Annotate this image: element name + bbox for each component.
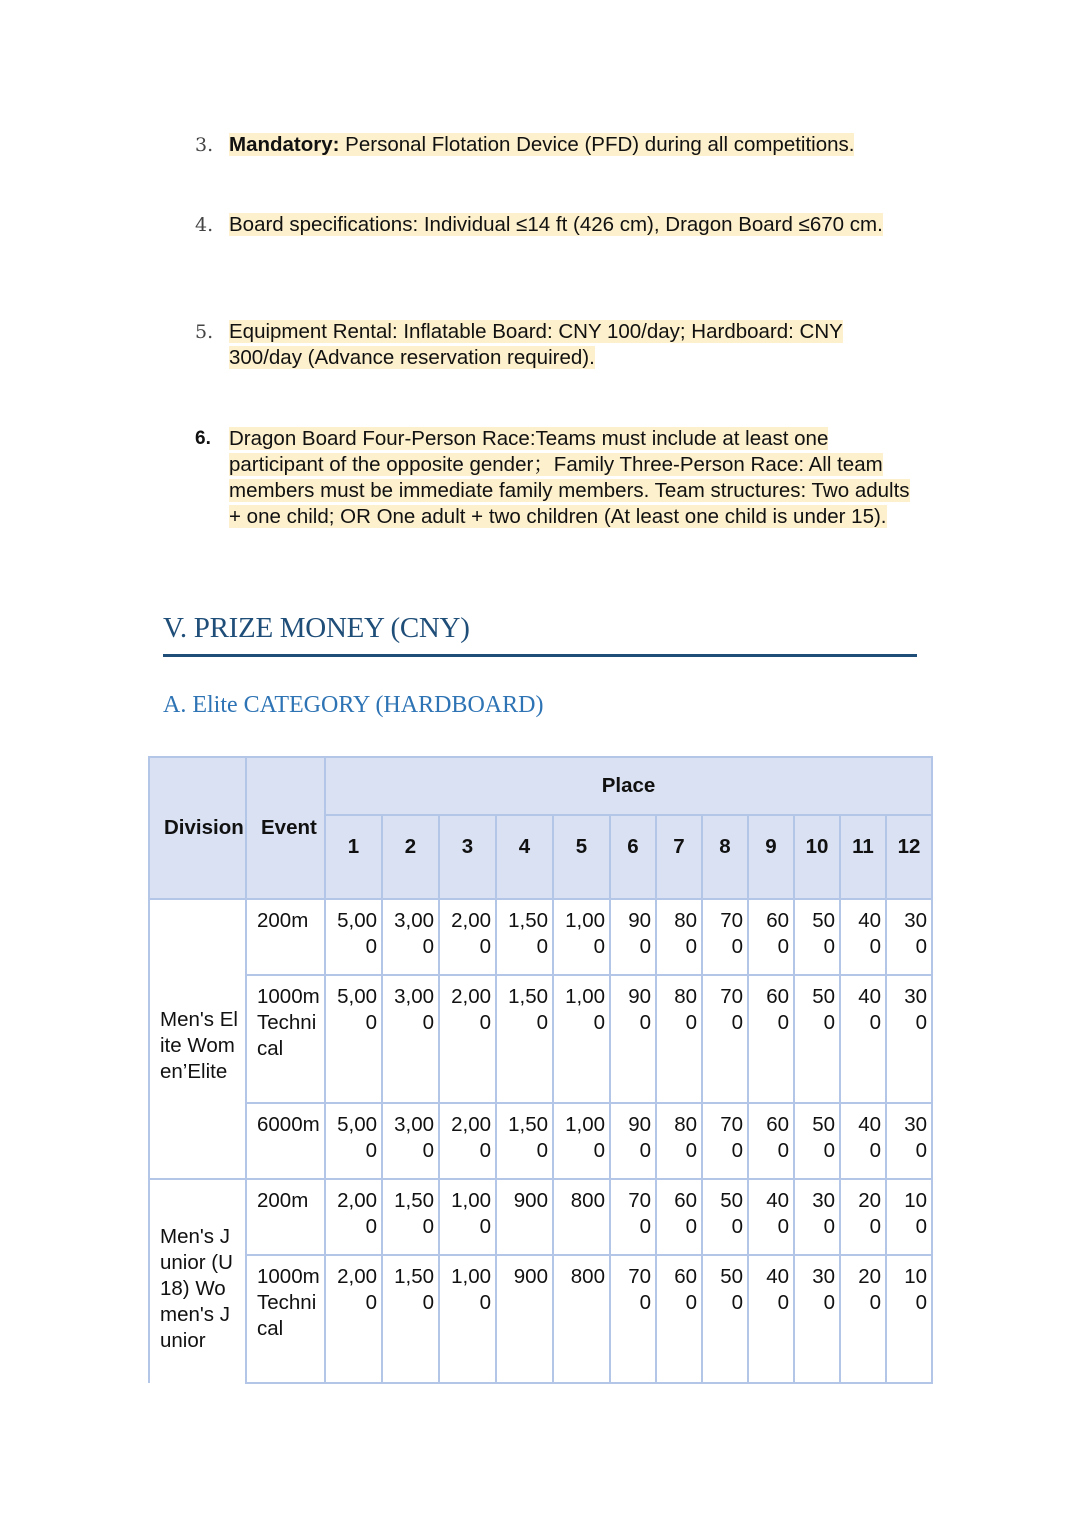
section-divider [163,654,917,657]
prize-amount-cell: 2,000 [325,1255,382,1383]
prize-amount-cell: 400 [840,899,886,975]
prize-amount-cell: 800 [656,1103,702,1179]
prize-amount-cell: 1,500 [496,1103,553,1179]
table-row [149,899,932,975]
place-number: 4 [496,815,553,899]
place-number: 10 [794,815,840,899]
prize-amount-cell: 700 [702,975,748,1103]
prize-amount-cell: 800 [656,975,702,1103]
division-cell: Men's Junior (U18) Women's Junior [149,1179,246,1383]
list-text: Dragon Board Four-Person Race:Teams must include at least one participant of the opposite gender；Family Three-Person Race: All team members must be immediate family members. Team structures: Two adults + one child; OR One adult + two children (At least one child is under 15). [229,427,910,528]
list-item-5 [195,319,895,371]
list-text: Personal Flotation Device (PFD) during all competitions. [339,133,855,156]
prize-amount-cell: 1,000 [439,1179,496,1255]
place-number: 11 [840,815,886,899]
event-cell: 200m [246,899,325,975]
prize-amount-cell: 1,000 [439,1255,496,1383]
list-item-4 [195,212,895,238]
place-number: 12 [886,815,932,899]
prize-amount-cell: 600 [748,975,794,1103]
prize-amount-cell: 5,000 [325,899,382,975]
prize-amount-cell: 400 [748,1255,794,1383]
prize-amount-cell: 300 [886,899,932,975]
prize-amount-cell: 700 [702,899,748,975]
event-cell: 1000m Technical [246,975,325,1103]
event-cell: 1000m Technical [246,1255,325,1383]
event-cell: 200m [246,1179,325,1255]
table-row [149,1103,932,1179]
prize-amount-cell: 100 [886,1179,932,1255]
prize-amount-cell: 900 [610,975,656,1103]
place-number: 6 [610,815,656,899]
prize-amount-cell: 1,000 [553,1103,610,1179]
prize-amount-cell: 500 [702,1179,748,1255]
table-row [149,1179,932,1255]
prize-amount-cell: 2,000 [325,1179,382,1255]
prize-amount-cell: 300 [794,1179,840,1255]
prize-amount-cell: 300 [886,1103,932,1179]
list-text: Board specifications: Individual ≤14 ft (426 cm), Dragon Board ≤670 cm. [229,213,883,236]
place-number: 9 [748,815,794,899]
list-item-6 [195,426,917,530]
prize-amount-cell: 400 [840,1103,886,1179]
prize-amount-cell: 800 [553,1179,610,1255]
prize-amount-cell: 900 [496,1179,553,1255]
place-number: 7 [656,815,702,899]
prize-amount-cell: 100 [886,1255,932,1383]
prize-amount-cell: 3,000 [382,1103,439,1179]
place-number: 1 [325,815,382,899]
prize-amount-cell: 1,000 [553,975,610,1103]
prize-amount-cell: 2,000 [439,899,496,975]
prize-amount-cell: 2,000 [439,975,496,1103]
place-header: Place [325,757,932,815]
table-body [149,899,932,1383]
prize-amount-cell: 600 [748,899,794,975]
prize-amount-cell: 600 [656,1179,702,1255]
prize-amount-cell: 600 [748,1103,794,1179]
prize-amount-cell: 400 [748,1179,794,1255]
list-text: Equipment Rental: Inflatable Board: CNY 100/day; Hardboard: CNY 300/day (Advance reservation required). [229,320,843,369]
prize-amount-cell: 1,500 [496,975,553,1103]
division-cell: Men's Elite Women’Elite [149,899,246,1179]
prize-amount-cell: 3,000 [382,899,439,975]
section-title: V. PRIZE MONEY (CNY) [163,612,470,644]
list-number: 3. [195,134,214,156]
prize-amount-cell: 500 [794,899,840,975]
prize-amount-cell: 5,000 [325,975,382,1103]
prize-table [148,756,933,1384]
list-item-3 [195,132,935,158]
prize-amount-cell: 500 [702,1255,748,1383]
prize-amount-cell: 200 [840,1179,886,1255]
event-cell: 6000m [246,1103,325,1179]
prize-amount-cell: 700 [702,1103,748,1179]
prize-amount-cell: 1,500 [382,1255,439,1383]
prize-amount-cell: 5,000 [325,1103,382,1179]
prize-amount-cell: 700 [610,1255,656,1383]
prize-amount-cell: 900 [610,899,656,975]
division-header: Division [149,757,246,899]
prize-amount-cell: 700 [610,1179,656,1255]
prize-amount-cell: 1,500 [496,899,553,975]
place-number: 5 [553,815,610,899]
prize-amount-cell: 500 [794,1103,840,1179]
prize-amount-cell: 800 [553,1255,610,1383]
place-number: 8 [702,815,748,899]
prize-amount-cell: 200 [840,1255,886,1383]
prize-amount-cell: 3,000 [382,975,439,1103]
bold-lead: Mandatory: [229,133,340,156]
table-row [149,1255,932,1383]
prize-amount-cell: 900 [496,1255,553,1383]
prize-amount-cell: 600 [656,1255,702,1383]
list-number: 4. [195,214,214,236]
prize-amount-cell: 900 [610,1103,656,1179]
prize-amount-cell: 400 [840,975,886,1103]
list-number: 6. [195,428,211,449]
place-number: 3 [439,815,496,899]
list-number: 5. [195,321,214,343]
prize-amount-cell: 300 [886,975,932,1103]
place-number: 2 [382,815,439,899]
prize-amount-cell: 1,000 [553,899,610,975]
prize-amount-cell: 2,000 [439,1103,496,1179]
table-row [149,975,932,1103]
prize-amount-cell: 500 [794,975,840,1103]
subsection-title: A. Elite CATEGORY (HARDBOARD) [163,692,544,718]
prize-amount-cell: 300 [794,1255,840,1383]
prize-amount-cell: 800 [656,899,702,975]
event-header: Event [246,757,325,899]
prize-amount-cell: 1,500 [382,1179,439,1255]
